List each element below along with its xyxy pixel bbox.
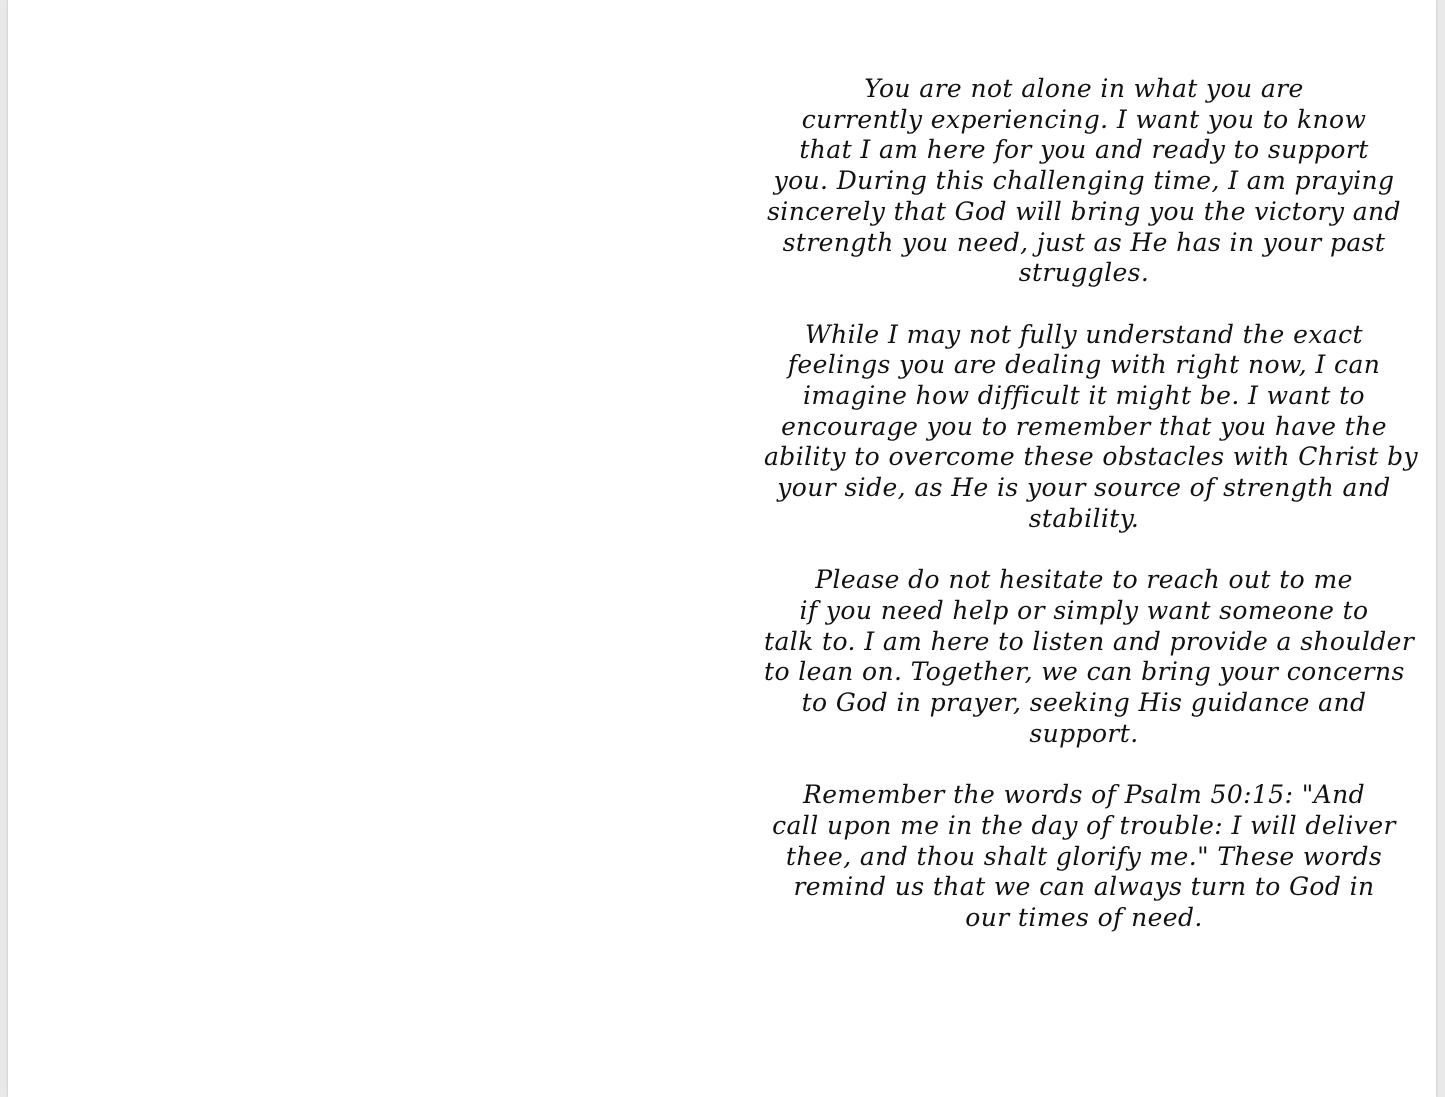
text-line: call upon me in the day of trouble: I will deliver	[772, 810, 1396, 840]
text-line: struggles.	[1018, 258, 1150, 288]
text-line: currently experiencing. I want you to know	[801, 104, 1367, 134]
paragraph-1	[764, 74, 1404, 289]
text-line: ability to overcome these obstacles with Christ by	[764, 442, 1419, 472]
text-line: You are not alone in what you are	[864, 74, 1304, 103]
text-line: stability.	[1028, 503, 1140, 533]
text-line: feelings you are dealing with right now, I can	[787, 350, 1381, 380]
text-line: to lean on. Together, we can bring your concerns	[764, 657, 1405, 687]
paragraph-2	[764, 319, 1419, 535]
text-line: support.	[1029, 718, 1139, 748]
text-line: remind us that we can always turn to God in	[793, 872, 1375, 902]
text-line: thee, and thou shalt glorify me." These words	[785, 841, 1383, 871]
text-line: Remember the words of Psalm 50:15: "And	[802, 780, 1366, 810]
text-line: talk to. I am here to listen and provide a shoulder	[764, 626, 1415, 656]
text-line: Please do not hesitate to reach out to me	[815, 565, 1353, 595]
text-line: encourage you to remember that you have the	[781, 411, 1387, 441]
text-line: our times of need.	[965, 902, 1203, 932]
text-line: sincerely that God will bring you the victory and	[767, 196, 1401, 226]
paragraph-3	[764, 565, 1415, 749]
text-line: imagine how difficult it might be. I want to	[803, 381, 1365, 411]
text-line: you. During this challenging time, I am praying	[773, 166, 1395, 196]
text-line: strength you need, just as He has in your past	[782, 227, 1386, 257]
document-page	[8, 0, 1436, 1097]
text-line: if you need help or simply want someone to	[799, 595, 1369, 625]
text-line: that I am here for you and ready to support	[799, 135, 1369, 165]
text-line: While I may not fully understand the exact	[805, 319, 1363, 349]
letter-text-column	[764, 74, 1419, 934]
text-line: your side, as He is your source of strength and	[777, 473, 1391, 503]
text-line: to God in prayer, seeking His guidance and	[801, 688, 1367, 718]
paragraph-4	[764, 780, 1404, 934]
